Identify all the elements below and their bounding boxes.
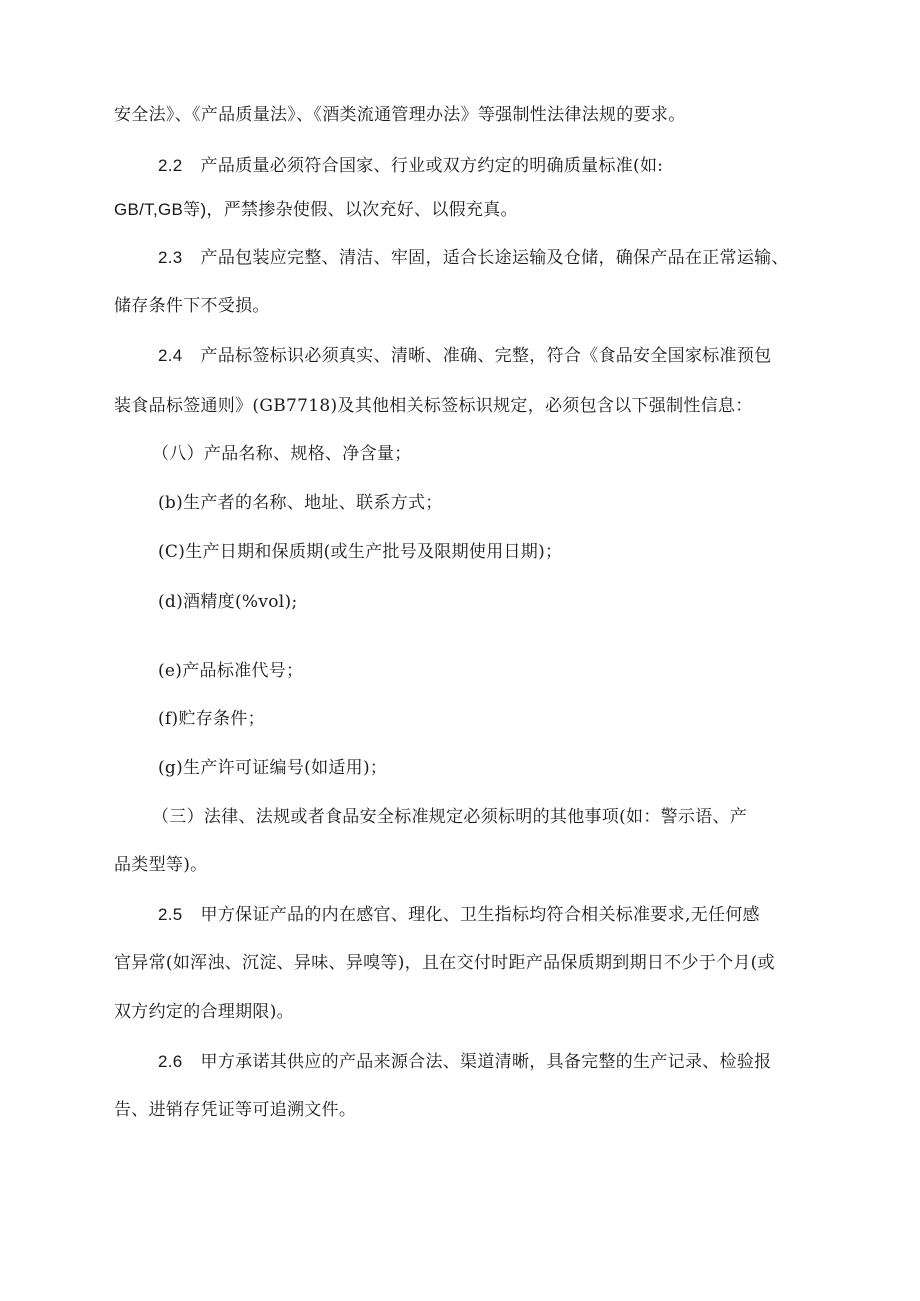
line-text: 甲方保证产品的内在感官、理化、卫生指标均符合相关标准要求,无任何感 <box>200 905 760 925</box>
text-line <box>114 294 270 318</box>
clause-number: 2.6 <box>158 1052 183 1071</box>
line-text: (C)生产日期和保质期(或生产批号及限期使用日期)； <box>158 542 563 562</box>
line-text: 双方约定的合理期限)。 <box>114 1002 294 1022</box>
text-line <box>114 394 753 418</box>
line-text: (b)生产者的名称、地址、联系方式； <box>158 493 443 513</box>
line-text: 告、进销存凭证等可追溯文件。 <box>114 1100 357 1120</box>
clause-number: 2.3 <box>158 248 183 267</box>
list-item <box>152 442 412 466</box>
clause-2-2 <box>158 154 663 178</box>
list-item <box>158 659 303 683</box>
clause-number: 2.2 <box>158 156 183 175</box>
line-text: 安全法》、《产品质量法》、《酒类流通管理办法》等强制性法律法规的要求。 <box>114 105 686 125</box>
list-item <box>158 540 562 564</box>
line-text: 装食品标签通则》(GB7718)及其他相关标签标识规定，必须包含以下强制性信息： <box>114 396 753 416</box>
line-text: 甲方承诺其供应的产品来源合法、渠道清晰，具备完整的生产记录、检验报 <box>200 1052 772 1072</box>
line-text: (e)产品标准代号； <box>158 661 304 681</box>
line-text: GB/T,GB等)，严禁掺杂使假、以次充好、以假充真。 <box>114 200 518 219</box>
text-line <box>114 103 686 127</box>
text-line <box>114 1000 294 1024</box>
line-text: 产品标签标识必须真实、清晰、准确、完整，符合《食品安全国家标准预包 <box>200 346 772 366</box>
line-text: （八）产品名称、规格、净含量； <box>152 444 412 464</box>
list-item <box>158 707 265 731</box>
list-item <box>158 491 443 515</box>
line-text: 产品质量必须符合国家、行业或双方约定的明确质量标准(如: <box>200 156 664 176</box>
clause-2-6 <box>158 1050 771 1074</box>
text-line <box>114 1098 356 1122</box>
line-text: 官异常(如浑浊、沉淀、异味、异嗅等)，且在交付时距产品保质期到期日不少于个月(或 <box>114 953 775 973</box>
line-text: 品类型等)。 <box>114 855 208 875</box>
line-text: 产品包装应完整、清洁、牢固，适合长途运输及仓储，确保产品在正常运输、 <box>200 248 789 268</box>
clause-number: 2.4 <box>158 346 183 365</box>
text-line <box>114 198 518 222</box>
clause-number: 2.5 <box>158 905 183 924</box>
clause-2-4 <box>158 344 771 368</box>
text-line <box>114 853 207 877</box>
line-text: (g)生产许可证编号(如适用)； <box>158 758 388 778</box>
clause-2-3 <box>158 246 789 270</box>
line-text: （三）法律、法规或者食品安全标准规定必须标明的其他事项(如：警示语、产 <box>152 807 748 827</box>
line-text: (d)酒精度(%vol); <box>158 592 298 612</box>
clause-2-5 <box>158 903 760 927</box>
list-item <box>158 756 387 780</box>
line-text: (f)贮存条件； <box>158 709 265 729</box>
list-item <box>152 805 747 829</box>
line-text: 储存条件下不受损。 <box>114 296 270 316</box>
list-item <box>158 590 297 614</box>
text-line <box>114 951 775 975</box>
